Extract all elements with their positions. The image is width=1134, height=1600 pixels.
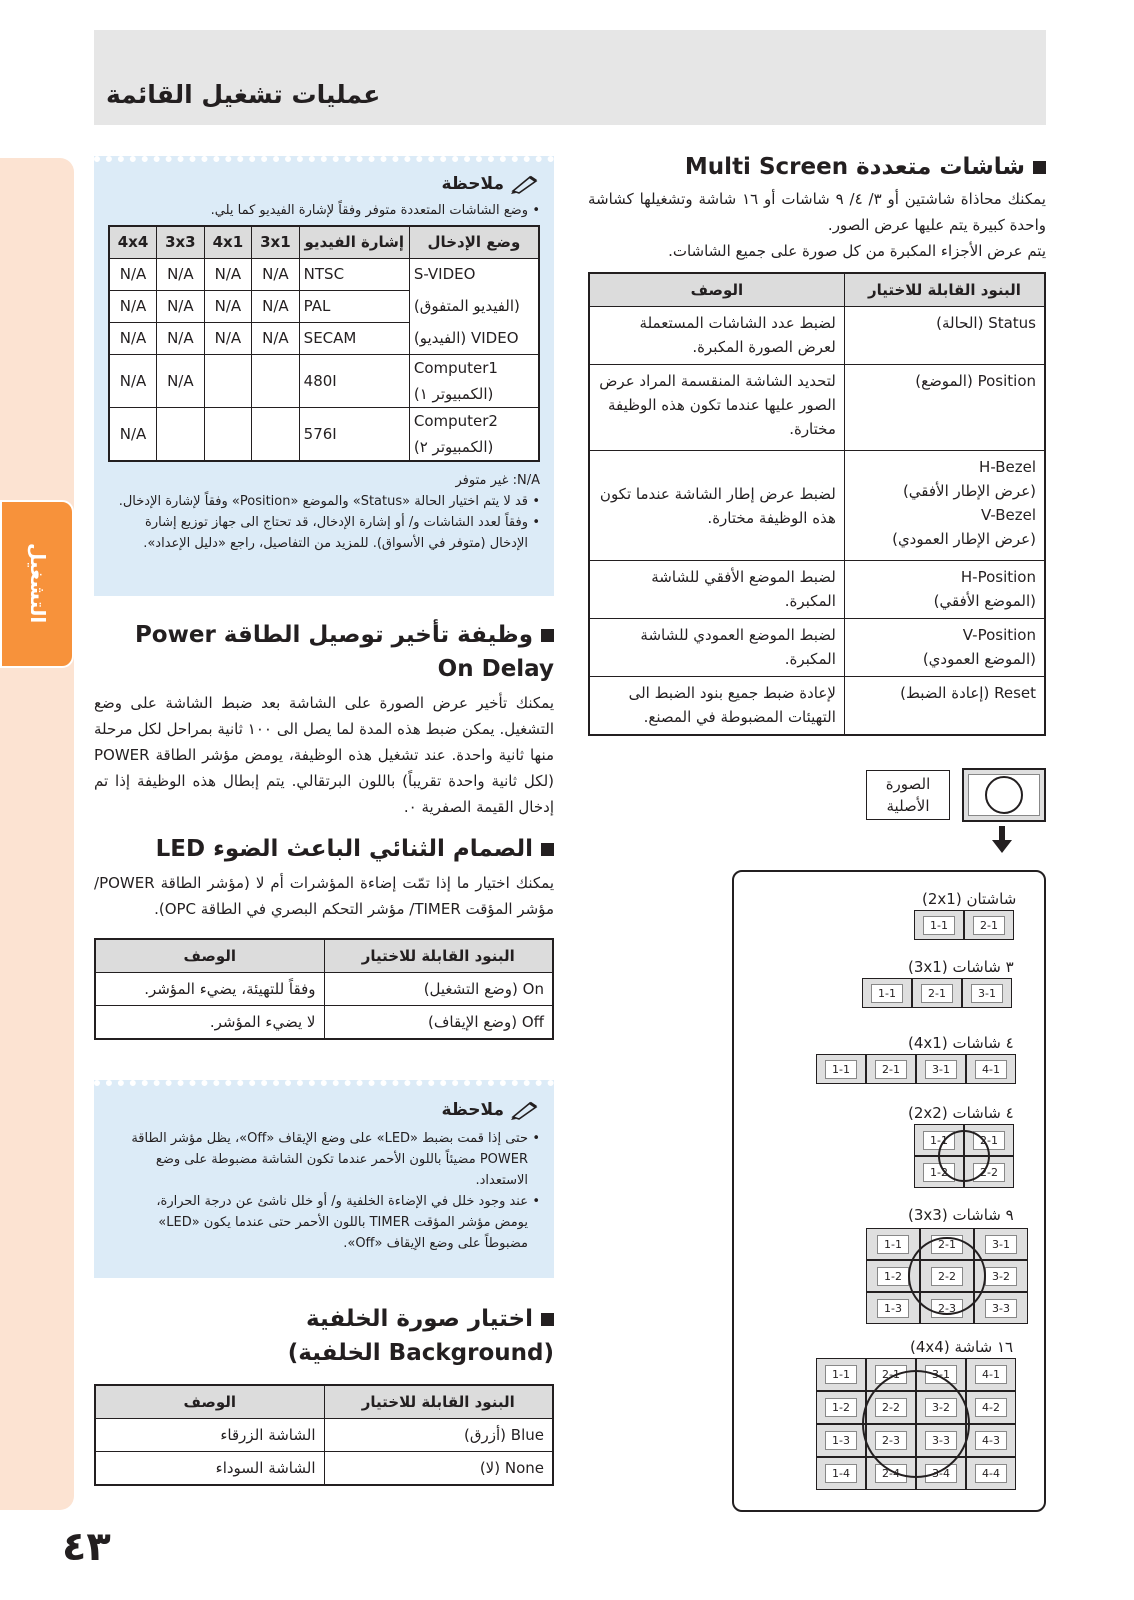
- section-heading-text: شاشات متعددة Multi Screen: [684, 154, 1025, 180]
- section-subheading: (Background الخلفية): [287, 1340, 554, 1366]
- table-row: [109, 290, 539, 322]
- cell-item-line: V-Position: [962, 626, 1036, 644]
- screen-cell: 4-1: [966, 1054, 1016, 1084]
- cell-mode: [409, 354, 539, 407]
- screen-cell: 1-3: [816, 1424, 866, 1457]
- screen-cell: 3-4: [916, 1457, 966, 1490]
- screen-cell: 3-1: [916, 1054, 966, 1084]
- cell-desc: لضبط عرض إطار الشاشة عندما تكون هذه الوظيفة مختارة.: [589, 451, 844, 561]
- table-row: [109, 354, 539, 407]
- screen-cell: 1-4: [816, 1457, 866, 1490]
- cell-value: N/A: [109, 322, 157, 354]
- cell-signal: NTSC: [299, 258, 409, 290]
- cell-item: On (وضع التشغيل): [324, 973, 553, 1006]
- th-desc: الوصف: [589, 273, 844, 307]
- screen-layout-grid-4x1: [816, 1054, 1016, 1084]
- background-section: [94, 1302, 554, 1486]
- screen-cell: 3-1: [916, 1358, 966, 1391]
- cell-item: Blue (أزرق): [324, 1419, 553, 1452]
- cell-value: N/A: [204, 322, 252, 354]
- cell-item: [844, 619, 1045, 677]
- cell-desc: لضبط الموضع العمودي للشاشة المكبرة.: [589, 619, 844, 677]
- header-bar: [94, 30, 1046, 125]
- th-3x3: 3x3: [157, 226, 205, 258]
- table-row: [95, 1452, 553, 1486]
- screen-layout-grid-4x4: [816, 1358, 1016, 1490]
- cell-value: [204, 354, 252, 407]
- section-heading: [94, 618, 554, 686]
- cell-mode-ar: (الكمبيوتر ١): [413, 384, 494, 403]
- th-4x4: 4x4: [109, 226, 157, 258]
- original-image-screen: [962, 768, 1046, 822]
- section-body: يمكنك محاذاة شاشتين أو ٣/ ٤/ ٩ شاشات أو ١٦ شاشة وتشغيلها كشاشة واحدة كبيرة يتم عليها عرض الصور.: [588, 190, 1046, 234]
- cell-value: N/A: [109, 290, 157, 322]
- layout-label-3x1: ٣ شاشات (3x1): [908, 958, 1014, 976]
- screen-cell: 2-2: [866, 1391, 916, 1424]
- screen-cell: 4-2: [966, 1391, 1016, 1424]
- layout-label-2x1: شاشتان (2x1): [922, 890, 1017, 908]
- layout-label-4x1: ٤ شاشات (4x1): [908, 1034, 1014, 1052]
- cell-desc: لضبط الموضع الأفقي للشاشة المكبرة.: [589, 561, 844, 619]
- side-tab-label: التشغيل: [26, 542, 50, 624]
- screen-cell: 3-1: [962, 978, 1012, 1008]
- cell-desc: الشاشة الزرقاء: [95, 1419, 324, 1452]
- note-box-led: [94, 1080, 554, 1278]
- cell-signal: 480I: [299, 354, 409, 407]
- cell-value: N/A: [109, 407, 157, 461]
- cell-item-line: (الموضع العمودي): [922, 650, 1036, 668]
- cell-item-line: H-Position: [960, 568, 1036, 586]
- th-video-signal: إشارة الفيديو: [299, 226, 409, 258]
- section-heading-text: اختيار صورة الخلفية: [306, 1306, 533, 1332]
- screen-cell: 1-2: [914, 1156, 964, 1188]
- screen-cell: 1-1: [816, 1054, 866, 1084]
- note-title: [108, 1100, 540, 1120]
- screen-cell: 2-3: [920, 1292, 974, 1324]
- cell-value: N/A: [204, 290, 252, 322]
- screen-cell: 4-4: [966, 1457, 1016, 1490]
- cell-value: [157, 407, 205, 461]
- layout-label-3x3: ٩ شاشات (3x3): [908, 1206, 1014, 1224]
- th-3x1: 3x1: [252, 226, 300, 258]
- section-heading-text: وظيفة تأخير توصيل الطاقة Power On Delay: [134, 622, 554, 682]
- square-bullet-icon: [1033, 161, 1046, 174]
- note-bullet: • حتى إذا قمت بضبط «LED» على وضع الإيقاف «Off»، يظل مؤشر الطاقة POWER مضيئاً باللون الأحمر عندما تكون الشاشة مضبوطة على وضع الاستعداد.: [128, 1128, 540, 1191]
- cell-item: [844, 561, 1045, 619]
- screen-cell: 2-1: [912, 978, 962, 1008]
- cell-item: None (لا): [324, 1452, 553, 1486]
- th-items: البنود القابلة للاختيار: [844, 273, 1045, 307]
- side-strip: [0, 158, 74, 1510]
- square-bullet-icon: [541, 629, 554, 642]
- screen-cell: 1-1: [866, 1228, 920, 1260]
- note-title-text: ملاحظة: [441, 1100, 504, 1120]
- cell-value: N/A: [109, 354, 157, 407]
- th-desc: الوصف: [95, 1385, 324, 1419]
- screen-cell: 2-1: [866, 1358, 916, 1391]
- cell-value: N/A: [157, 322, 205, 354]
- section-body: يمكنك اختيار ما إذا تمّت إضاءة المؤشرات أم لا (مؤشر الطاقة POWER/ مؤشر المؤقت TIMER/ مؤشر التحكم البصري في الطاقة OPC).: [94, 874, 554, 918]
- cell-signal: SECAM: [299, 322, 409, 354]
- screen-cell: 2-3: [866, 1424, 916, 1457]
- th-items: البنود القابلة للاختيار: [324, 939, 553, 973]
- cell-value: [252, 407, 300, 461]
- screen-cell: 3-3: [974, 1292, 1028, 1324]
- screen-cell: 1-3: [866, 1292, 920, 1324]
- screen-cell: 2-1: [866, 1054, 916, 1084]
- table-row: [589, 619, 1045, 677]
- cell-desc: لضبط عدد الشاشات المستعملة لعرض الصورة المكبرة.: [589, 307, 844, 365]
- cell-desc: لإعادة ضبط جميع بنود الضبط الى التهيئات المضبوطة في المصنع.: [589, 677, 844, 735]
- cell-mode: [409, 407, 539, 461]
- screen-cell: 4-3: [966, 1424, 1016, 1457]
- screen-cell: 1-2: [816, 1391, 866, 1424]
- screen-cell: 2-1: [920, 1228, 974, 1260]
- cell-signal: 576I: [299, 407, 409, 461]
- th-items: البنود القابلة للاختيار: [324, 1385, 553, 1419]
- layout-label-2x2: ٤ شاشات (2x2): [908, 1104, 1014, 1122]
- background-table: [94, 1384, 554, 1486]
- th-4x1: 4x1: [204, 226, 252, 258]
- section-heading: [94, 832, 554, 866]
- screen-cell: 1-1: [914, 910, 964, 940]
- screen-layout-grid-2x1: [914, 910, 1014, 940]
- circle-shape: [985, 776, 1023, 814]
- section-heading: [94, 1302, 554, 1336]
- layout-label-4x4: ١٦ شاشة (4x4): [910, 1338, 1014, 1356]
- th-input-mode: وضع الإدخال: [409, 226, 539, 258]
- note-bullet: • عند وجود خلل في الإضاءة الخلفية و/ أو خلل ناشئ عن درجة الحرارة، يومض مؤشر المؤقت TIMER باللون الأحمر حتى عندما يكون «LED» مضبوطاً على وضع الإيقاف «Off».: [128, 1191, 540, 1254]
- cell-item: Reset (إعادة الضبط): [844, 677, 1045, 735]
- table-row: [109, 322, 539, 354]
- th-desc: الوصف: [95, 939, 324, 973]
- screen-cell: 2-4: [866, 1457, 916, 1490]
- cell-item: [844, 451, 1045, 561]
- cell-item-line: (الموضع الأفقي): [933, 592, 1036, 610]
- cell-mode-ar: (الكمبيوتر ٢): [413, 437, 494, 456]
- cell-desc: لتحديد الشاشة المنقسمة المراد عرض الصور عليها عندما تكون هذه الوظيفة مختارة.: [589, 365, 844, 451]
- arrow-down-icon: [990, 826, 1014, 854]
- screen-cell: 4-1: [966, 1358, 1016, 1391]
- square-bullet-icon: [541, 1313, 554, 1326]
- screen-cell: 1-1: [914, 1124, 964, 1156]
- page-title: عمليات تشغيل القائمة: [106, 80, 381, 109]
- cell-item: Off (وضع الإيقاف): [324, 1006, 553, 1040]
- table-row: [589, 561, 1045, 619]
- table-row: [589, 677, 1045, 735]
- cell-value: N/A: [204, 258, 252, 290]
- cell-value: N/A: [157, 258, 205, 290]
- note-bullet: • قد لا يتم اختيار الحالة «Status» والموضع «Position» وفقاً لإشارة الإدخال.: [108, 491, 540, 512]
- table-row: [95, 973, 553, 1006]
- cell-mode-en: Computer2: [413, 411, 498, 430]
- note-bullet: • وفقاً لعدد الشاشات و/ أو إشارة الإدخال، قد تحتاج الى جهاز توزيع إشارة الإدخال (متوفر في الأسواق). للمزيد من التفاصيل، راجع «دليل الإعداد».: [108, 512, 540, 554]
- screen-layout-grid-3x3: [866, 1228, 1028, 1324]
- page-number: ٤٣: [62, 1524, 111, 1570]
- screen-cell: 2-1: [964, 1124, 1014, 1156]
- circle-shape: [862, 1370, 970, 1478]
- power-on-delay-section: [94, 618, 554, 820]
- cell-mode-en: Computer1: [413, 358, 498, 377]
- table-row: [95, 1006, 553, 1040]
- cell-value: N/A: [252, 258, 300, 290]
- table-row: [589, 365, 1045, 451]
- cell-item-line: V-Bezel: [980, 506, 1036, 524]
- cell-mode: S-VIDEO: [409, 258, 539, 290]
- cell-value: N/A: [157, 354, 205, 407]
- multi-screen-section: [588, 150, 1046, 736]
- section-heading-text: الصمام الثنائي الباعث الضوء LED: [155, 836, 533, 862]
- screen-cell: 1-1: [862, 978, 912, 1008]
- square-bullet-icon: [541, 843, 554, 856]
- screen-cell: 2-2: [920, 1260, 974, 1292]
- screen-layout-grid-3x1: [862, 978, 1012, 1008]
- cell-item-line: H-Bezel: [979, 458, 1036, 476]
- note-box-video-signal: [94, 156, 554, 596]
- table-row: [109, 258, 539, 290]
- pencil-note-icon: [510, 174, 540, 194]
- screen-cell: 1-2: [866, 1260, 920, 1292]
- na-note: N/A: غير متوفر: [455, 472, 540, 488]
- section-heading: [588, 150, 1046, 184]
- cell-value: N/A: [157, 290, 205, 322]
- cell-value: N/A: [109, 258, 157, 290]
- screen-cell: 3-2: [916, 1391, 966, 1424]
- table-row: [589, 307, 1045, 365]
- led-table: [94, 938, 554, 1040]
- led-section: [94, 832, 554, 1040]
- cell-item-line: (عرض الإطار الأفقي): [902, 482, 1036, 500]
- cell-value: [204, 407, 252, 461]
- note-intro: • وضع الشاشات المتعددة متوفر وفقاً لإشارة الفيديو كما يلي.: [108, 200, 540, 221]
- circle-shape: [908, 1237, 987, 1316]
- multi-screen-table: [588, 272, 1046, 736]
- cell-desc: لا يضيء المؤشر.: [95, 1006, 324, 1040]
- video-signal-table: [108, 225, 540, 462]
- original-image-label-box: الصورة الأصلية: [866, 770, 950, 820]
- screen-cell: 1-1: [816, 1358, 866, 1391]
- screen-cell: 3-2: [974, 1260, 1028, 1292]
- cell-desc: وفقاً للتهيئة، يضيء المؤشر.: [95, 973, 324, 1006]
- screen-cell: 2-1: [964, 910, 1014, 940]
- table-row: [95, 1419, 553, 1452]
- screen-cell: 3-3: [916, 1424, 966, 1457]
- cell-desc: الشاشة السوداء: [95, 1452, 324, 1486]
- cell-item-line: (عرض الإطار العمودي): [892, 530, 1036, 548]
- cell-item: Status (الحالة): [844, 307, 1045, 365]
- screen-layout-grid-2x2: [914, 1124, 1014, 1188]
- screen-cell: 2-2: [964, 1156, 1014, 1188]
- section-body-2: يتم عرض الأجزاء المكبرة من كل صورة على جميع الشاشات.: [668, 242, 1046, 260]
- cell-value: N/A: [252, 322, 300, 354]
- section-body: يمكنك تأخير عرض الصورة على الشاشة بعد ضبط الشاشة على وضع التشغيل. يمكن ضبط هذه المدة لما يصل الى ١٠٠ ثانية بمراحل لكل مرحلة منها ثانية واحدة. عند تشغيل هذه الوظيفة، يومض مؤشر الطاقة POWER (لكل ثانية واحدة تقريباً) باللون البرتقالي. يتم إبطال هذه الوظيفة إذا تم إدخال القيمة الصفرية ٠.: [94, 694, 554, 816]
- note-title-text: ملاحظة: [441, 174, 504, 194]
- cell-mode: VIDEO (الفيديو): [409, 322, 539, 354]
- cell-value: [252, 354, 300, 407]
- cell-signal: PAL: [299, 290, 409, 322]
- table-row: [589, 451, 1045, 561]
- cell-mode: (الفيديو المتفوق): [409, 290, 539, 322]
- cell-value: N/A: [252, 290, 300, 322]
- cell-item: Position (الموضع): [844, 365, 1045, 451]
- screen-cell: 3-1: [974, 1228, 1028, 1260]
- pencil-note-icon: [510, 1100, 540, 1120]
- note-title: [108, 174, 540, 194]
- table-row: [109, 407, 539, 461]
- circle-shape: [938, 1130, 990, 1182]
